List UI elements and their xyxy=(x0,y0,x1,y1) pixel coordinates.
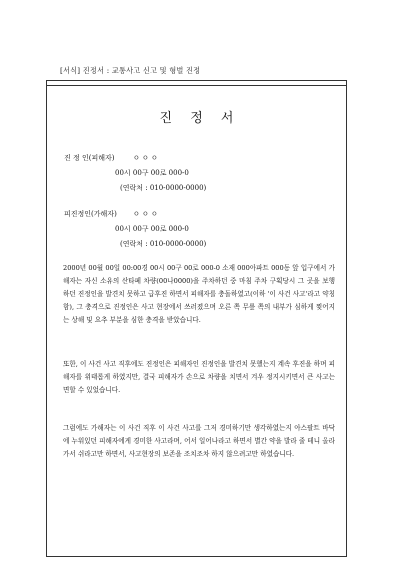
form-label: [서식] 진정서 : 교통사고 신고 및 형벌 진정 xyxy=(60,66,201,75)
respondent-name: ㅇ ㅇ ㅇ xyxy=(133,210,158,218)
body-paragraph-2: 또한, 이 사건 사고 직후에도 진정인은 피해자인 진정인을 발견치 못했는지 계속 후진을 하며 피해자를 위태롭게 하였지만, 결국 피해자가 손으로 차량을 치면서 겨우 정지시키면서 큰 사고는 면할 수 있었습니다. xyxy=(63,360,335,394)
respondent-label: 피진정인(가해자) xyxy=(64,210,117,218)
petitioner-address: 00시 00구 00로 000-0 xyxy=(115,169,189,177)
top-rule xyxy=(47,85,346,86)
body-paragraph-3: 그럼에도 가해자는 이 사건 직후 이 사건 사고를 그저 경미하기만 생각하였는지 아스팔트 바닥에 누워있던 피해자에게 경미한 사고라며, 어서 일어나라고 하면서 별간 약을 발라 줄 테니 올라가서 쉬라고만 하면서, 사고현장의 보존을 조치조차 하지 않으려고만 하였습니다. xyxy=(63,424,335,458)
document-title: 진 정 서 xyxy=(159,111,241,126)
petitioner-label: 진 정 인(피해자) xyxy=(64,154,115,162)
petitioner-name: ㅇ ㅇ ㅇ xyxy=(133,154,158,162)
respondent-contact: (연락처 : 010-0000-0000) xyxy=(120,240,207,248)
body-paragraph-1: 2000년 00월 00일 00:00경 00시 00구 00로 000-0 소재 000아파트 000동 앞 입구에서 가해자는 자신 소유의 산타페 차량(00나0000)을 주차하던 중 마침 주차 구획당시 그 곳을 보행하던 진정인을 발견치 못하고 급후진 하면서 피해자를 충돌하였고(이하 '이 사건 사고'라고 약칭함), 그 충격으로 진정인은 사고 현장에서 쓰러졌으며 오른 쪽 무릎 쪽의 내부가 심하게 찢어지는 상해 및 요추 부분을 심한 충격을 받았습니다. xyxy=(63,264,335,324)
respondent-address: 00시 00구 00로 000-0 xyxy=(115,225,189,233)
petitioner-contact: (연락처 : 010-0000-0000) xyxy=(120,184,207,192)
